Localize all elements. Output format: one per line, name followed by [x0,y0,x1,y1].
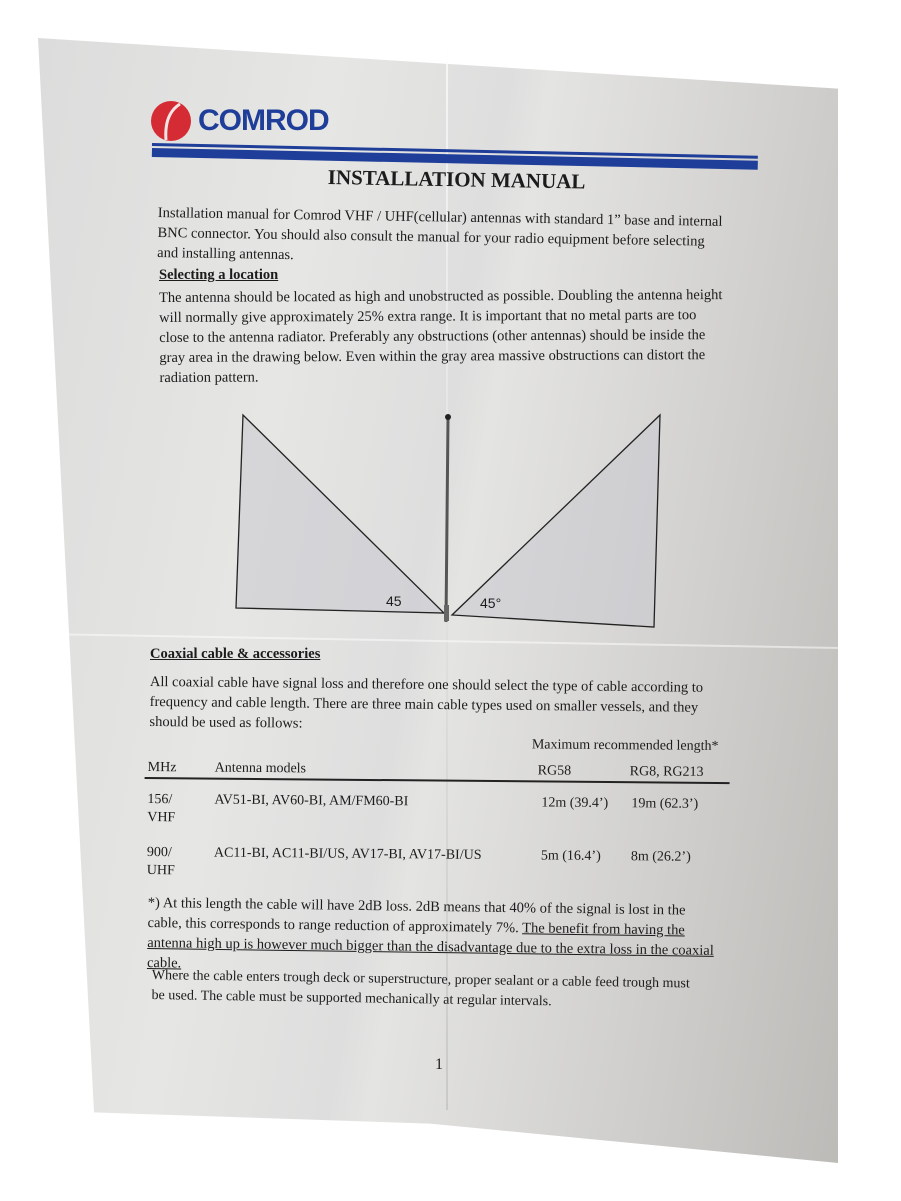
row-mhz: 156/ [147,792,173,808]
heading-coaxial-cable: Coaxial cable & accessories [150,646,321,662]
footnote-emphasis: The benefit from having the [522,920,685,939]
left-angle-label: 45 [386,593,402,609]
closing-line: be used. The cable must be supported mechanically at regular intervals. [151,987,552,1010]
row-band: VHF [147,810,176,826]
column-header-mhz: MHz [147,760,177,776]
radiation-clearance-diagram [230,410,670,630]
coax-line: All coaxial cable have signal loss and therefore one should select the type of cable according to [149,673,704,696]
closing-paragraph [151,966,690,1014]
row-mhz: 900/ [146,845,172,861]
row-rg58-length: 5m (16.4’) [540,848,601,864]
row-band: UHF [146,863,175,879]
antenna-diagram-drawing [230,410,670,630]
intro-line: and installing antennas. [157,244,294,264]
location-line: gray area in the drawing below. Even within the gray area massive obstructions can distort the [159,347,706,366]
intro-paragraph [157,203,723,272]
footnote-line: *) At this length the cable will have 2dB loss. 2dB means that 40% of the signal is lost in the [147,894,686,919]
row-rg58-length: 12m (39.4’) [541,795,609,812]
column-header-antenna-models: Antenna models [214,760,307,777]
footnote-emphasis-line: antenna high up is however much bigger than the disadvantage due to the extra loss in the coaxial [147,934,714,959]
comrod-logo [150,100,329,142]
footnote-emphasis-line: cable. [146,954,182,972]
row-rg8-length: 19m (62.3’) [631,796,699,812]
coax-paragraph [149,672,703,738]
coax-line: should be used as follows: [149,713,303,732]
row-rg8-length: 8m (26.2’) [630,849,691,865]
column-header-rg58: RG58 [537,763,572,779]
location-line: radiation pattern. [159,369,259,386]
logo-text: COMROD [198,104,329,137]
comrod-logo-mark-icon [150,100,192,142]
closing-line: Where the cable enters trough deck or superstructure, proper sealant or a cable feed trough must [151,967,690,992]
location-line: The antenna should be located as high and unobstructed as possible. Doubling the antenna height [159,287,723,306]
row-antenna-models: AV51-BI, AV60-BI, AM/FM60-BI [214,792,409,810]
location-line: will normally give approximately 25% extra range. It is important that no metal parts are too [159,307,697,326]
row-antenna-models: AC11-BI, AC11-BI/US, AV17-BI, AV17-BI/US [213,845,482,863]
location-line: close to the antenna radiator. Preferably any obstructions (other antennas) should be inside the [159,327,706,346]
page-title: INSTALLATION MANUAL [327,165,586,194]
page-number: 1 [435,1056,443,1073]
table-group-header: Maximum recommended length* [531,737,719,755]
column-header-rg8-rg213: RG8, RG213 [629,764,704,780]
intro-line: Installation manual for Comrod VHF / UHF(cellular) antennas with standard 1” base and internal [157,204,723,230]
coax-line: frequency and cable length. There are three main cable types used on smaller vessels, and they [149,693,699,716]
heading-selecting-location: Selecting a location [159,267,279,283]
intro-line: BNC connector. You should also consult the manual for your radio equipment before selecting [157,224,705,250]
right-angle-label: 45° [480,595,502,611]
footnote-text: cable, this corresponds to range reduction of approximately 7%. [147,914,523,937]
location-paragraph [159,285,723,388]
